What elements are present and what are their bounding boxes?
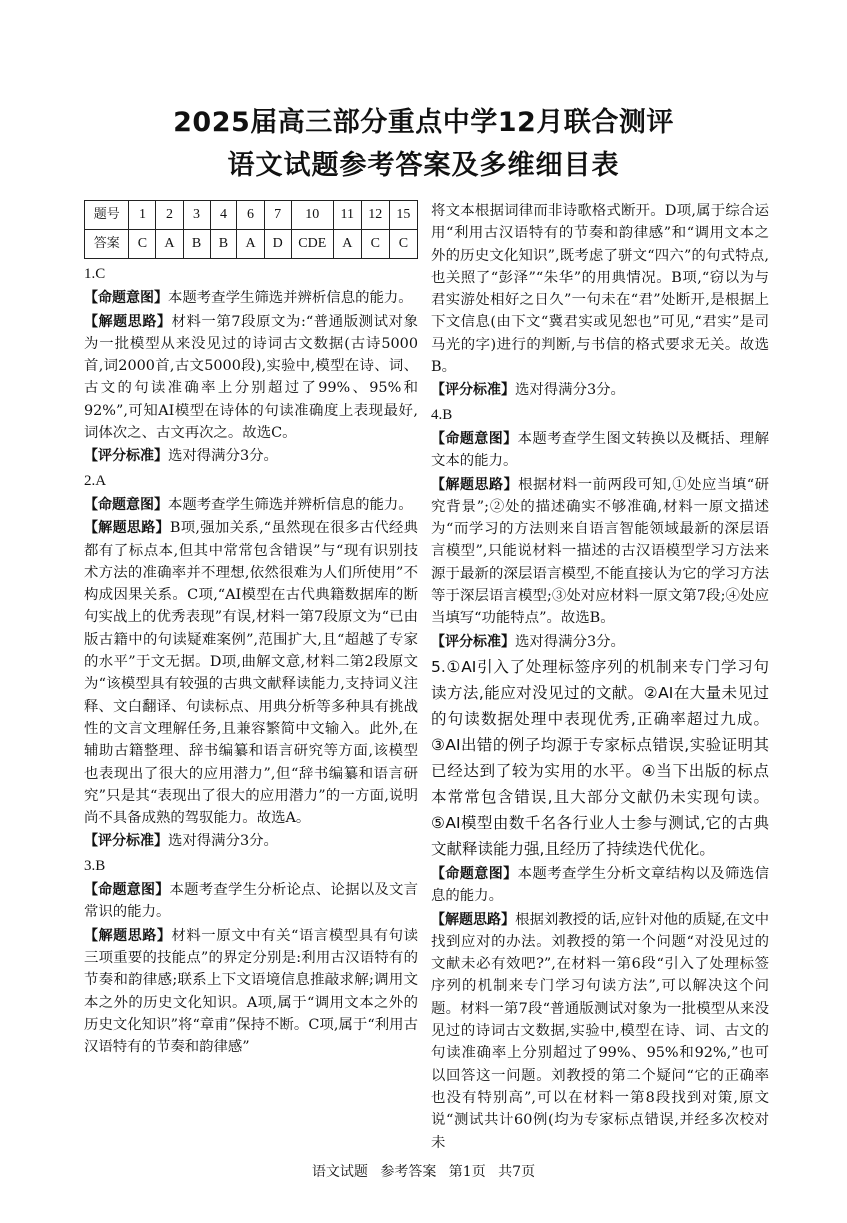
q3-scoring-text: 选对得满分3分。 [515, 382, 625, 399]
q2-scoring-text: 选对得满分3分。 [168, 833, 278, 850]
q4-thinking [431, 474, 769, 630]
q4-intent-text: 本题考查学生图文转换以及概括、理解文本的能力。 [431, 430, 769, 470]
q2-thinking [84, 517, 418, 829]
table-header-number: 题号 [85, 201, 129, 230]
table-cell: 1 [129, 201, 156, 230]
table-cell: 15 [389, 201, 417, 230]
footer-page: 第1页 [448, 1164, 486, 1180]
q5-intent-text: 本题考查学生分析文章结构以及筛选信息的能力。 [431, 865, 769, 905]
thinking-label: 【解题思路】 [431, 476, 519, 493]
document-subtitle: 语文试题参考答案及多维细目表 [227, 150, 620, 181]
q4-scoring-text: 选对得满分3分。 [515, 633, 625, 650]
intent-label: 【命题意图】 [84, 496, 168, 513]
answer-table-number-row [85, 201, 418, 230]
q1-intent-text: 本题考查学生筛选并辨析信息的能力。 [168, 290, 413, 307]
right-column [431, 200, 769, 1155]
intent-label: 【命题意图】 [84, 882, 170, 899]
q2-intent-text: 本题考查学生筛选并辨析信息的能力。 [168, 496, 413, 513]
scoring-label: 【评分标准】 [84, 833, 168, 850]
table-cell: 11 [333, 201, 361, 230]
table-cell: A [237, 230, 264, 259]
table-cell: B [210, 230, 237, 259]
q1-thinking-text: 材料一第7段原文为:“普通版测试对象为一批模型从来没见过的诗词古文数据(古诗5000首,词2000首,古文5000段),实验中,模型在诗、词、古文的句读准确率上分别超过了99%、95%和92%”,可知AI模型在诗体的句读准确度上表现最好,词体次之、古文再次之。故选C。 [84, 313, 418, 442]
question-2-answer: 2.A [84, 472, 107, 489]
q3-scoring [431, 379, 769, 401]
q3-thinking-part1 [84, 925, 418, 1059]
question-4-answer: 4.B [431, 406, 453, 423]
q5-thinking [431, 909, 769, 1154]
scoring-label: 【评分标准】 [84, 448, 168, 465]
left-column [84, 200, 418, 1059]
thinking-label: 【解题思路】 [84, 313, 172, 330]
q5-intent [431, 863, 769, 908]
q2-intent [84, 494, 418, 516]
table-cell: 7 [264, 201, 291, 230]
table-cell: C [129, 230, 156, 259]
intent-label: 【命题意图】 [431, 865, 518, 882]
footer-total: 共7页 [498, 1164, 536, 1180]
scoring-label: 【评分标准】 [431, 633, 515, 650]
q3-thinking-continued: 将文本根据词律而非诗歌格式断开。D项,属于综合运用“利用古汉语特有的节奏和韵律感”和“调用文本之外的历史文化知识”,既考虑了骈文“四六”的句式特点,也关照了“彭泽”“朱华”的用典情况。B项,“窃以为与君实游处相好之日久”一句未在“君”处断开,是根据上下文信息(由下文“冀君实或见恕也”可见,“君实”是司马光的字)进行的判断,与书信的格式要求无关。故选B。 [431, 203, 769, 376]
q1-intent [84, 287, 418, 309]
intent-label: 【命题意图】 [431, 430, 518, 447]
table-cell: C [361, 230, 389, 259]
table-cell: 10 [291, 201, 333, 230]
table-header-answer: 答案 [85, 230, 129, 259]
thinking-label: 【解题思路】 [84, 520, 170, 537]
scoring-label: 【评分标准】 [431, 382, 515, 399]
table-cell: 2 [156, 201, 183, 230]
q3-thinking-text: 材料一原文中有关“语言模型具有句读三项重要的技能点”的界定分别是:利用古汉语特有的节奏和韵律感;联系上下文语境信息推敲求解;调用文本之外的历史文化知识。A项,属于“调用文本之外的历史文化知识”将“章甫”保持不断。C项,属于“利用古汉语特有的节奏和韵律感” [84, 927, 419, 1056]
table-cell: C [389, 230, 417, 259]
table-cell: 12 [361, 201, 389, 230]
question-3-answer: 3.B [84, 857, 106, 874]
q1-thinking [84, 311, 418, 445]
q5-answer-text: ①AI引入了处理标签序列的机制来专门学习句读方法,能应对没见过的文献。②AI在大量未见过的句读数据处理中表现优秀,正确率超过九成。③AI出错的例子均源于专家标点错误,实验证明其已经达到了较为实用的水平。④当下出版的标点本常常包含错误,且大部分文献仍未实现句读。⑤AI模型由数千名各行业人士参与测试,它的古典文献释读能力强,且经历了持续迭代优化。 [431, 657, 769, 858]
q1-scoring [84, 445, 418, 467]
thinking-label: 【解题思路】 [84, 927, 172, 944]
thinking-label: 【解题思路】 [431, 911, 516, 928]
document-title: 2025届高三部分重点中学12月联合测评 [173, 107, 674, 138]
question-1-answer: 1.C [84, 266, 106, 282]
answer-table-answer-row [85, 230, 418, 259]
q5-number: 5. [431, 657, 446, 676]
table-cell: A [156, 230, 183, 259]
table-cell: 4 [210, 201, 237, 230]
table-cell: 6 [237, 201, 264, 230]
question-5-answer [431, 654, 769, 862]
q3-intent-text: 本题考查学生分析论点、论据以及文言常识的能力。 [84, 882, 418, 921]
table-cell: D [264, 230, 291, 259]
table-cell: CDE [291, 230, 333, 259]
footer-type: 参考答案 [380, 1164, 437, 1180]
table-cell: A [333, 230, 361, 259]
footer-subject: 语文试题 [311, 1164, 368, 1180]
q5-thinking-text: 根据刘教授的话,应针对他的质疑,在文中找到应对的办法。刘教授的第一个问题“对没见过的文献未必有效吧?”,在材料一第6段“引入了处理标签序列的机制来专门学习句读方法”,可以解决这个问题。材料一第7段“普通版测试对象为一批模型从来没见过的诗词古文数据,实验中,模型在诗、词、古文的句读准确率上分别超过了99%、95%和92%,”也可以回答这一问题。刘教授的第二个疑问“它的正确率也没有特别高”,可以在材料一第8段找到对策,原文说“测试共计60例(均为专家标点错误,并经多次校对未 [431, 911, 770, 1151]
table-cell: 3 [183, 201, 210, 230]
q2-scoring [84, 830, 418, 852]
q1-scoring-text: 选对得满分3分。 [168, 448, 278, 465]
q2-thinking-text: B项,强加关系,“虽然现在很多古代经典都有了标点本,但其中常常包含错误”与“现有识别技术方法的准确率并不理想,依然很难为人们所使用”不构成因果关系。C项,“AI模型在古代典籍数据库的断句实战上的优秀表现”有误,材料一第7段原文为“已由版古籍中的句读疑难案例”,范围扩大,且“超越了专家的水平”于文无据。D项,曲解文意,材料二第2段原文为“该模型具有较强的古典文献释读能力,支持词义注释、文白翻译、句读标点、用典分析等多种具有挑战性的文言文理解任务,且兼容繁简中文输入。此外,在辅助古籍整理、辞书编纂和语言研究等方面,该模型也表现出了很大的应用潜力”,但“辞书编纂和语言研究”只是其“表现出了很大的应用潜力”的一方面,说明尚不具备成熟的驾驭能力。故选A。 [84, 520, 418, 827]
table-cell: B [183, 230, 210, 259]
q4-thinking-text: 根据材料一前两段可知,①处应当填“研究背景”;②处的描述确实不够准确,材料一原文描述为“而学习的方法则来自语言智能领域最新的深层语言模型”,只能说材料一描述的古汉语模型学习方法来源于最新的深层语言模型,不能直接认为它的学习方法等于深层语言模型;③处对应材料一原文第7段;④处应当填写“功能特点”。故选B。 [431, 476, 770, 627]
answer-table [84, 200, 418, 259]
intent-label: 【命题意图】 [84, 290, 168, 307]
q3-thinking-part2 [431, 200, 769, 378]
q3-intent [84, 879, 418, 924]
q4-scoring [431, 631, 769, 653]
page-footer [0, 1161, 847, 1181]
q4-intent [431, 428, 769, 473]
